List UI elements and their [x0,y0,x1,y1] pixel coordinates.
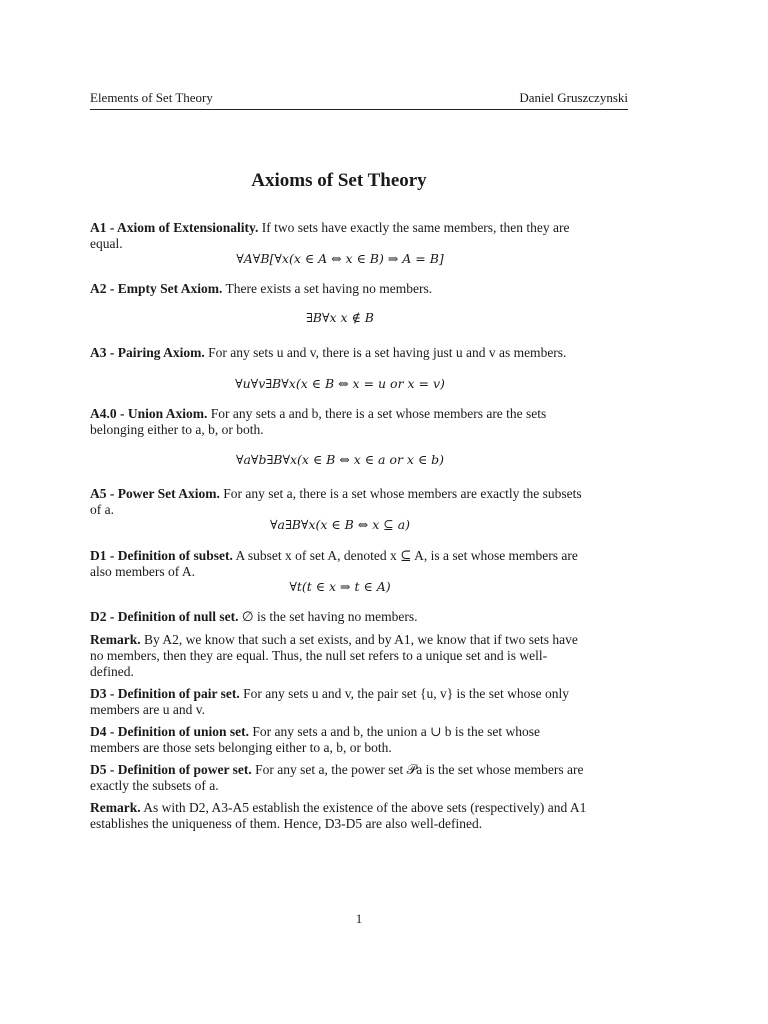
block-text: As with D2, A3-A5 establish the existence of the above sets (respectively) and A1 establishes the uniqueness of them. Hence, D3-D5 are also well-defined. [90,800,587,831]
header-title: Elements of Set Theory [90,90,213,105]
page-number: 1 [355,911,363,926]
axiom-a2 [90,281,590,297]
formula-a1: ∀A∀B[∀x(x ∈ A ⇔ x ∈ B) ⇒ A = B] [236,251,444,266]
formula-a2: ∃B∀x x ∉ B [306,310,374,325]
block-label: A2 - Empty Set Axiom. [90,281,223,296]
definition-d1 [90,548,590,580]
formula-a3: ∀u∀v∃B∀x(x ∈ B ⇔ x = u or x = v) [235,376,445,391]
block-label: A1 - Axiom of Extensionality. [90,220,259,235]
formula-a4: ∀a∀b∃B∀x(x ∈ B ⇔ x ∈ a or x ∈ b) [235,452,445,467]
block-label: D2 - Definition of null set. [90,609,239,624]
block-label: A4.0 - Union Axiom. [90,406,208,421]
block-label: D3 - Definition of pair set. [90,686,240,701]
block-text: For any sets a and b, the union a ∪ b is the set whose members are those sets belonging either to a, b, or both. [90,724,541,755]
header-rule [90,109,628,110]
block-text: By A2, we know that such a set exists, and by A1, we know that if two sets have no members, then they are equal. Thus, the null set refers to a unique set and is well-defined. [90,632,578,679]
definition-d5 [90,762,590,794]
block-text: For any set a, the power set 𝒫a is the set whose members are exactly the subsets of a. [90,762,584,793]
block-label: D1 - Definition of subset. [90,548,233,563]
definition-d4 [90,724,590,756]
block-text: For any sets a and b, there is a set whose members are the sets belonging either to a, b, or both. [90,406,547,437]
axiom-a4 [90,406,590,438]
running-header [90,90,628,106]
block-label: D4 - Definition of union set. [90,724,250,739]
block-label: A3 - Pairing Axiom. [90,345,205,360]
axiom-a1 [90,220,590,252]
block-text: For any set a, there is a set whose members are exactly the subsets of a. [90,486,582,517]
axiom-a5 [90,486,590,518]
remark-2 [90,800,590,832]
header-author: Daniel Gruszczynski [519,90,628,105]
formula-a5: ∀a∃B∀x(x ∈ B ⇔ x ⊆ a) [269,517,411,532]
block-label: D5 - Definition of power set. [90,762,252,777]
page-title: Axioms of Set Theory [251,170,427,191]
block-text: ∅ is the set having no members. [238,609,418,624]
block-text: A subset x of set A, denoted x ⊆ A, is a set whose members are also members of A. [90,548,578,579]
block-text: For any sets u and v, the pair set {u, v} is the set whose only members are u and v. [90,686,570,717]
definition-d3 [90,686,590,718]
axiom-a3 [90,345,590,361]
remark-1 [90,632,590,680]
definition-d2 [90,609,590,625]
block-text: For any sets u and v, there is a set having just u and v as members. [204,345,567,360]
block-text: There exists a set having no members. [222,281,433,296]
block-label: Remark. [90,800,141,815]
block-label: A5 - Power Set Axiom. [90,486,220,501]
formula-d1: ∀t(t ∈ x ⇒ t ∈ A) [289,579,391,594]
block-text: If two sets have exactly the same members, then they are equal. [90,220,570,251]
block-label: Remark. [90,632,141,647]
